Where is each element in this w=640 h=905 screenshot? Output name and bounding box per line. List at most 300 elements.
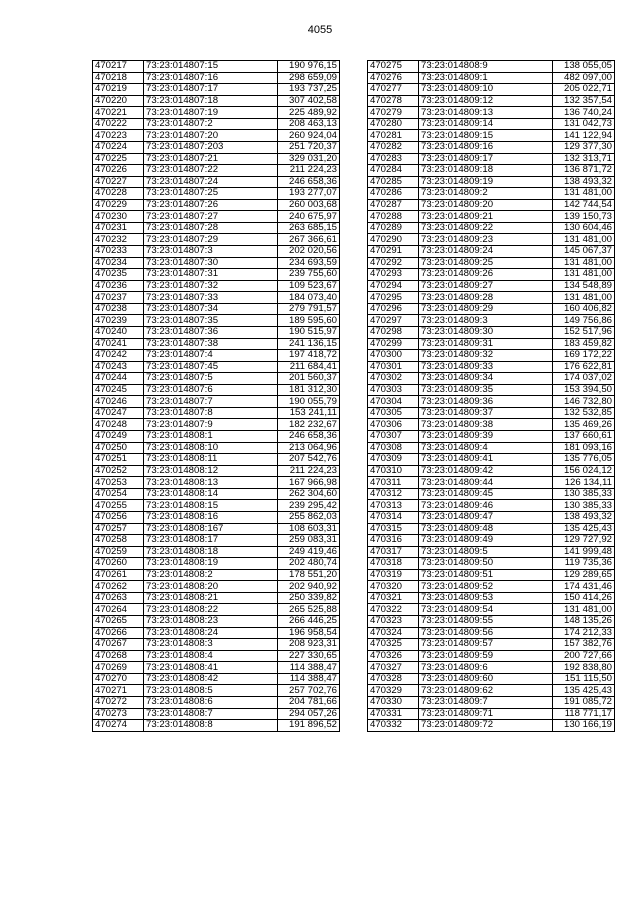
value-cell: 126 134,11 [553, 477, 615, 489]
row-id-cell: 470266 [93, 627, 144, 639]
cadastral-number-cell: 73:23:014807:4 [144, 350, 278, 362]
value-cell: 132 313,71 [553, 153, 615, 165]
table-row [368, 326, 615, 338]
table-row [93, 535, 340, 547]
table-row [93, 477, 340, 489]
value-cell: 279 791,57 [278, 303, 340, 315]
cadastral-number-cell: 73:23:014809:47 [419, 511, 553, 523]
value-cell: 190 976,15 [278, 61, 340, 73]
cadastral-number-cell: 73:23:014809:45 [419, 488, 553, 500]
row-id-cell: 470298 [368, 326, 419, 338]
table-row [368, 592, 615, 604]
cadastral-number-cell: 73:23:014808:1 [144, 431, 278, 443]
table-row [368, 500, 615, 512]
cadastral-number-cell: 73:23:014807:28 [144, 222, 278, 234]
value-cell: 149 756,86 [553, 315, 615, 327]
cadastral-number-cell: 73:23:014807:36 [144, 326, 278, 338]
value-cell: 239 295,42 [278, 500, 340, 512]
row-id-cell: 470220 [93, 95, 144, 107]
value-cell: 192 838,80 [553, 662, 615, 674]
value-cell: 132 357,54 [553, 95, 615, 107]
cadastral-number-cell: 73:23:014807:7 [144, 396, 278, 408]
row-id-cell: 470238 [93, 303, 144, 315]
table-row [93, 130, 340, 142]
cadastral-number-cell: 73:23:014808:17 [144, 535, 278, 547]
cadastral-number-cell: 73:23:014809:57 [419, 639, 553, 651]
row-id-cell: 470312 [368, 488, 419, 500]
row-id-cell: 470301 [368, 361, 419, 373]
row-id-cell: 470320 [368, 581, 419, 593]
row-id-cell: 470269 [93, 662, 144, 674]
cadastral-number-cell: 73:23:014808:8 [144, 720, 278, 732]
value-cell: 174 037,02 [553, 373, 615, 385]
cadastral-number-cell: 73:23:014809:49 [419, 535, 553, 547]
value-cell: 135 469,26 [553, 419, 615, 431]
row-id-cell: 470299 [368, 338, 419, 350]
row-id-cell: 470289 [368, 222, 419, 234]
table-row [368, 130, 615, 142]
row-id-cell: 470328 [368, 673, 419, 685]
table-row [368, 662, 615, 674]
cadastral-number-cell: 73:23:014809:25 [419, 257, 553, 269]
cadastral-number-cell: 73:23:014807:6 [144, 384, 278, 396]
row-id-cell: 470277 [368, 84, 419, 96]
value-cell: 129 377,30 [553, 141, 615, 153]
table-row [368, 407, 615, 419]
row-id-cell: 470280 [368, 118, 419, 130]
table-left [92, 60, 340, 732]
cadastral-number-cell: 73:23:014808:9 [419, 61, 553, 73]
cadastral-number-cell: 73:23:014807:31 [144, 269, 278, 281]
row-id-cell: 470218 [93, 72, 144, 84]
value-cell: 174 431,46 [553, 581, 615, 593]
table-row [368, 141, 615, 153]
row-id-cell: 470227 [93, 176, 144, 188]
cadastral-number-cell: 73:23:014807:35 [144, 315, 278, 327]
table-row [93, 303, 340, 315]
table-row [93, 222, 340, 234]
cadastral-number-cell: 73:23:014807:45 [144, 361, 278, 373]
table-row [368, 269, 615, 281]
cadastral-number-cell: 73:23:014809:33 [419, 361, 553, 373]
row-id-cell: 470228 [93, 188, 144, 200]
cadastral-number-cell: 73:23:014807:17 [144, 84, 278, 96]
table-row [368, 315, 615, 327]
page-number: 4055 [307, 24, 333, 36]
table-row [93, 419, 340, 431]
cadastral-number-cell: 73:23:014807:15 [144, 61, 278, 73]
cadastral-number-cell: 73:23:014809:50 [419, 558, 553, 570]
value-cell: 142 744,54 [553, 199, 615, 211]
cadastral-number-cell: 73:23:014808:5 [144, 685, 278, 697]
cadastral-number-cell: 73:23:014809:31 [419, 338, 553, 350]
cadastral-number-cell: 73:23:014807:25 [144, 188, 278, 200]
cadastral-number-cell: 73:23:014808:11 [144, 454, 278, 466]
row-id-cell: 470326 [368, 650, 419, 662]
value-cell: 267 366,61 [278, 234, 340, 246]
value-cell: 114 388,47 [278, 662, 340, 674]
row-id-cell: 470288 [368, 211, 419, 223]
cadastral-number-cell: 73:23:014809:18 [419, 165, 553, 177]
row-id-cell: 470224 [93, 141, 144, 153]
row-id-cell: 470294 [368, 280, 419, 292]
row-id-cell: 470317 [368, 546, 419, 558]
value-cell: 138 055,05 [553, 61, 615, 73]
cadastral-number-cell: 73:23:014809:52 [419, 581, 553, 593]
row-id-cell: 470258 [93, 535, 144, 547]
table-row [368, 488, 615, 500]
value-cell: 131 481,00 [553, 292, 615, 304]
table-row [368, 581, 615, 593]
table-row [93, 118, 340, 130]
table-row [368, 95, 615, 107]
value-cell: 136 740,24 [553, 107, 615, 119]
value-cell: 205 022,71 [553, 84, 615, 96]
value-cell: 202 940,92 [278, 581, 340, 593]
table-row [368, 546, 615, 558]
value-cell: 239 755,60 [278, 269, 340, 281]
table-row [93, 95, 340, 107]
cadastral-number-cell: 73:23:014807:2 [144, 118, 278, 130]
table-row [368, 639, 615, 651]
row-id-cell: 470321 [368, 592, 419, 604]
cadastral-number-cell: 73:23:014808:2 [144, 569, 278, 581]
value-cell: 208 923,31 [278, 639, 340, 651]
value-cell: 191 896,52 [278, 720, 340, 732]
table-row [368, 165, 615, 177]
cadastral-number-cell: 73:23:014807:29 [144, 234, 278, 246]
value-cell: 160 406,82 [553, 303, 615, 315]
table-row [93, 269, 340, 281]
table-row [93, 188, 340, 200]
table-row [93, 165, 340, 177]
cadastral-number-cell: 73:23:014807:19 [144, 107, 278, 119]
value-cell: 294 057,26 [278, 708, 340, 720]
cadastral-number-cell: 73:23:014807:26 [144, 199, 278, 211]
table-row [368, 84, 615, 96]
row-id-cell: 470273 [93, 708, 144, 720]
row-id-cell: 470323 [368, 616, 419, 628]
row-id-cell: 470281 [368, 130, 419, 142]
row-id-cell: 470313 [368, 500, 419, 512]
cadastral-number-cell: 73:23:014809:72 [419, 720, 553, 732]
cadastral-number-cell: 73:23:014809:39 [419, 431, 553, 443]
cadastral-number-cell: 73:23:014809:44 [419, 477, 553, 489]
table-row [93, 488, 340, 500]
cadastral-number-cell: 73:23:014809:62 [419, 685, 553, 697]
row-id-cell: 470236 [93, 280, 144, 292]
value-cell: 251 720,37 [278, 141, 340, 153]
table-row [368, 373, 615, 385]
row-id-cell: 470249 [93, 431, 144, 443]
cadastral-number-cell: 73:23:014809:27 [419, 280, 553, 292]
value-cell: 246 658,36 [278, 431, 340, 443]
value-cell: 141 999,48 [553, 546, 615, 558]
cadastral-number-cell: 73:23:014809:54 [419, 604, 553, 616]
row-id-cell: 470285 [368, 176, 419, 188]
table-row [93, 373, 340, 385]
row-id-cell: 470315 [368, 523, 419, 535]
table-row [368, 431, 615, 443]
table-row [93, 326, 340, 338]
value-cell: 234 693,59 [278, 257, 340, 269]
row-id-cell: 470304 [368, 396, 419, 408]
table-row [368, 338, 615, 350]
cadastral-number-cell: 73:23:014808:6 [144, 696, 278, 708]
row-id-cell: 470253 [93, 477, 144, 489]
value-cell: 202 020,56 [278, 246, 340, 258]
table-row [93, 361, 340, 373]
table-row [368, 176, 615, 188]
row-id-cell: 470279 [368, 107, 419, 119]
value-cell: 260 003,68 [278, 199, 340, 211]
row-id-cell: 470237 [93, 292, 144, 304]
value-cell: 255 862,03 [278, 511, 340, 523]
row-id-cell: 470248 [93, 419, 144, 431]
table-row [368, 153, 615, 165]
value-cell: 118 771,17 [553, 708, 615, 720]
row-id-cell: 470278 [368, 95, 419, 107]
cadastral-number-cell: 73:23:014807:3 [144, 246, 278, 258]
table-row [93, 107, 340, 119]
row-id-cell: 470259 [93, 546, 144, 558]
table-row [368, 118, 615, 130]
table-row [93, 546, 340, 558]
value-cell: 129 727,92 [553, 535, 615, 547]
cadastral-number-cell: 73:23:014807:21 [144, 153, 278, 165]
row-id-cell: 470265 [93, 616, 144, 628]
value-cell: 135 425,43 [553, 685, 615, 697]
value-cell: 131 481,00 [553, 604, 615, 616]
table-row [93, 61, 340, 73]
value-cell: 211 684,41 [278, 361, 340, 373]
row-id-cell: 470219 [93, 84, 144, 96]
value-cell: 211 224,23 [278, 465, 340, 477]
table-row [93, 153, 340, 165]
table-row [368, 211, 615, 223]
cadastral-number-cell: 73:23:014809:26 [419, 269, 553, 281]
value-cell: 298 659,09 [278, 72, 340, 84]
row-id-cell: 470307 [368, 431, 419, 443]
cadastral-number-cell: 73:23:014808:42 [144, 673, 278, 685]
cadastral-number-cell: 73:23:014807:27 [144, 211, 278, 223]
cadastral-number-cell: 73:23:014809:22 [419, 222, 553, 234]
cadastral-number-cell: 73:23:014809:30 [419, 326, 553, 338]
cadastral-number-cell: 73:23:014809:13 [419, 107, 553, 119]
value-cell: 119 735,36 [553, 558, 615, 570]
cadastral-number-cell: 73:23:014807:38 [144, 338, 278, 350]
value-cell: 146 732,80 [553, 396, 615, 408]
value-cell: 150 414,26 [553, 592, 615, 604]
cadastral-number-cell: 73:23:014809:35 [419, 384, 553, 396]
row-id-cell: 470293 [368, 269, 419, 281]
table-row [368, 535, 615, 547]
value-cell: 208 463,13 [278, 118, 340, 130]
value-cell: 482 097,00 [553, 72, 615, 84]
row-id-cell: 470264 [93, 604, 144, 616]
value-cell: 211 224,23 [278, 165, 340, 177]
row-id-cell: 470276 [368, 72, 419, 84]
table-row [368, 419, 615, 431]
table-row [93, 396, 340, 408]
cadastral-number-cell: 73:23:014809:4 [419, 442, 553, 454]
row-id-cell: 470272 [93, 696, 144, 708]
value-cell: 131 481,00 [553, 188, 615, 200]
value-cell: 181 312,30 [278, 384, 340, 396]
table-row [93, 199, 340, 211]
cadastral-number-cell: 73:23:014808:14 [144, 488, 278, 500]
row-id-cell: 470257 [93, 523, 144, 535]
row-id-cell: 470271 [93, 685, 144, 697]
row-id-cell: 470302 [368, 373, 419, 385]
row-id-cell: 470225 [93, 153, 144, 165]
row-id-cell: 470262 [93, 581, 144, 593]
row-id-cell: 470252 [93, 465, 144, 477]
row-id-cell: 470217 [93, 61, 144, 73]
table-row [93, 708, 340, 720]
table-row [368, 199, 615, 211]
row-id-cell: 470286 [368, 188, 419, 200]
value-cell: 130 166,19 [553, 720, 615, 732]
value-cell: 135 776,05 [553, 454, 615, 466]
row-id-cell: 470296 [368, 303, 419, 315]
table-row [368, 720, 615, 732]
value-cell: 246 658,36 [278, 176, 340, 188]
table-row [368, 650, 615, 662]
row-id-cell: 470233 [93, 246, 144, 258]
cadastral-number-cell: 73:23:014809:46 [419, 500, 553, 512]
row-id-cell: 470255 [93, 500, 144, 512]
value-cell: 329 031,20 [278, 153, 340, 165]
row-id-cell: 470308 [368, 442, 419, 454]
row-id-cell: 470229 [93, 199, 144, 211]
value-cell: 129 289,65 [553, 569, 615, 581]
value-cell: 196 958,54 [278, 627, 340, 639]
value-cell: 145 067,37 [553, 246, 615, 258]
cadastral-number-cell: 73:23:014809:7 [419, 696, 553, 708]
value-cell: 307 402,58 [278, 95, 340, 107]
cadastral-number-cell: 73:23:014809:32 [419, 350, 553, 362]
table-row [93, 292, 340, 304]
cadastral-number-cell: 73:23:014809:71 [419, 708, 553, 720]
row-id-cell: 470292 [368, 257, 419, 269]
row-id-cell: 470311 [368, 477, 419, 489]
row-id-cell: 470239 [93, 315, 144, 327]
row-id-cell: 470300 [368, 350, 419, 362]
cadastral-number-cell: 73:23:014808:18 [144, 546, 278, 558]
table-row [368, 292, 615, 304]
table-row [93, 604, 340, 616]
table-row [368, 523, 615, 535]
cadastral-number-cell: 73:23:014808:7 [144, 708, 278, 720]
cadastral-number-cell: 73:23:014809:10 [419, 84, 553, 96]
table-row [93, 650, 340, 662]
row-id-cell: 470263 [93, 592, 144, 604]
value-cell: 157 382,76 [553, 639, 615, 651]
cadastral-number-cell: 73:23:014809:38 [419, 419, 553, 431]
cadastral-number-cell: 73:23:014808:41 [144, 662, 278, 674]
cadastral-number-cell: 73:23:014808:15 [144, 500, 278, 512]
table-right [367, 60, 615, 732]
cadastral-number-cell: 73:23:014809:53 [419, 592, 553, 604]
cadastral-number-cell: 73:23:014808:167 [144, 523, 278, 535]
row-id-cell: 470245 [93, 384, 144, 396]
row-id-cell: 470267 [93, 639, 144, 651]
cadastral-number-cell: 73:23:014807:24 [144, 176, 278, 188]
table-row [93, 616, 340, 628]
row-id-cell: 470231 [93, 222, 144, 234]
value-cell: 153 241,11 [278, 407, 340, 419]
table-row [368, 477, 615, 489]
cadastral-number-cell: 73:23:014809:16 [419, 141, 553, 153]
row-id-cell: 470247 [93, 407, 144, 419]
cadastral-number-cell: 73:23:014807:5 [144, 373, 278, 385]
row-id-cell: 470327 [368, 662, 419, 674]
cadastral-number-cell: 73:23:014809:6 [419, 662, 553, 674]
cadastral-number-cell: 73:23:014808:4 [144, 650, 278, 662]
value-cell: 191 085,72 [553, 696, 615, 708]
row-id-cell: 470234 [93, 257, 144, 269]
table-row [93, 673, 340, 685]
cadastral-number-cell: 73:23:014809:20 [419, 199, 553, 211]
row-id-cell: 470324 [368, 627, 419, 639]
cadastral-number-cell: 73:23:014809:51 [419, 569, 553, 581]
cadastral-number-cell: 73:23:014808:21 [144, 592, 278, 604]
cadastral-number-cell: 73:23:014807:34 [144, 303, 278, 315]
table-row [368, 222, 615, 234]
cadastral-number-cell: 73:23:014808:3 [144, 639, 278, 651]
cadastral-number-cell: 73:23:014809:59 [419, 650, 553, 662]
row-id-cell: 470310 [368, 465, 419, 477]
cadastral-number-cell: 73:23:014809:15 [419, 130, 553, 142]
value-cell: 249 419,46 [278, 546, 340, 558]
value-cell: 181 093,16 [553, 442, 615, 454]
cadastral-number-cell: 73:23:014807:203 [144, 141, 278, 153]
cadastral-number-cell: 73:23:014809:2 [419, 188, 553, 200]
row-id-cell: 470319 [368, 569, 419, 581]
row-id-cell: 470256 [93, 511, 144, 523]
value-cell: 190 055,79 [278, 396, 340, 408]
cadastral-number-cell: 73:23:014809:60 [419, 673, 553, 685]
value-cell: 109 523,67 [278, 280, 340, 292]
cadastral-number-cell: 73:23:014807:16 [144, 72, 278, 84]
value-cell: 201 560,37 [278, 373, 340, 385]
row-id-cell: 470290 [368, 234, 419, 246]
value-cell: 259 083,31 [278, 535, 340, 547]
table-row [368, 361, 615, 373]
row-id-cell: 470250 [93, 442, 144, 454]
table-row [93, 500, 340, 512]
value-cell: 183 459,82 [553, 338, 615, 350]
value-cell: 260 924,04 [278, 130, 340, 142]
value-cell: 174 212,33 [553, 627, 615, 639]
value-cell: 148 135,26 [553, 616, 615, 628]
row-id-cell: 470306 [368, 419, 419, 431]
cadastral-number-cell: 73:23:014809:48 [419, 523, 553, 535]
table-row [93, 280, 340, 292]
table-row [93, 176, 340, 188]
row-id-cell: 470325 [368, 639, 419, 651]
row-id-cell: 470251 [93, 454, 144, 466]
row-id-cell: 470295 [368, 292, 419, 304]
row-id-cell: 470283 [368, 153, 419, 165]
table-row [368, 465, 615, 477]
table-row [93, 338, 340, 350]
row-id-cell: 470254 [93, 488, 144, 500]
table-row [93, 72, 340, 84]
value-cell: 200 727,66 [553, 650, 615, 662]
value-cell: 137 660,61 [553, 431, 615, 443]
